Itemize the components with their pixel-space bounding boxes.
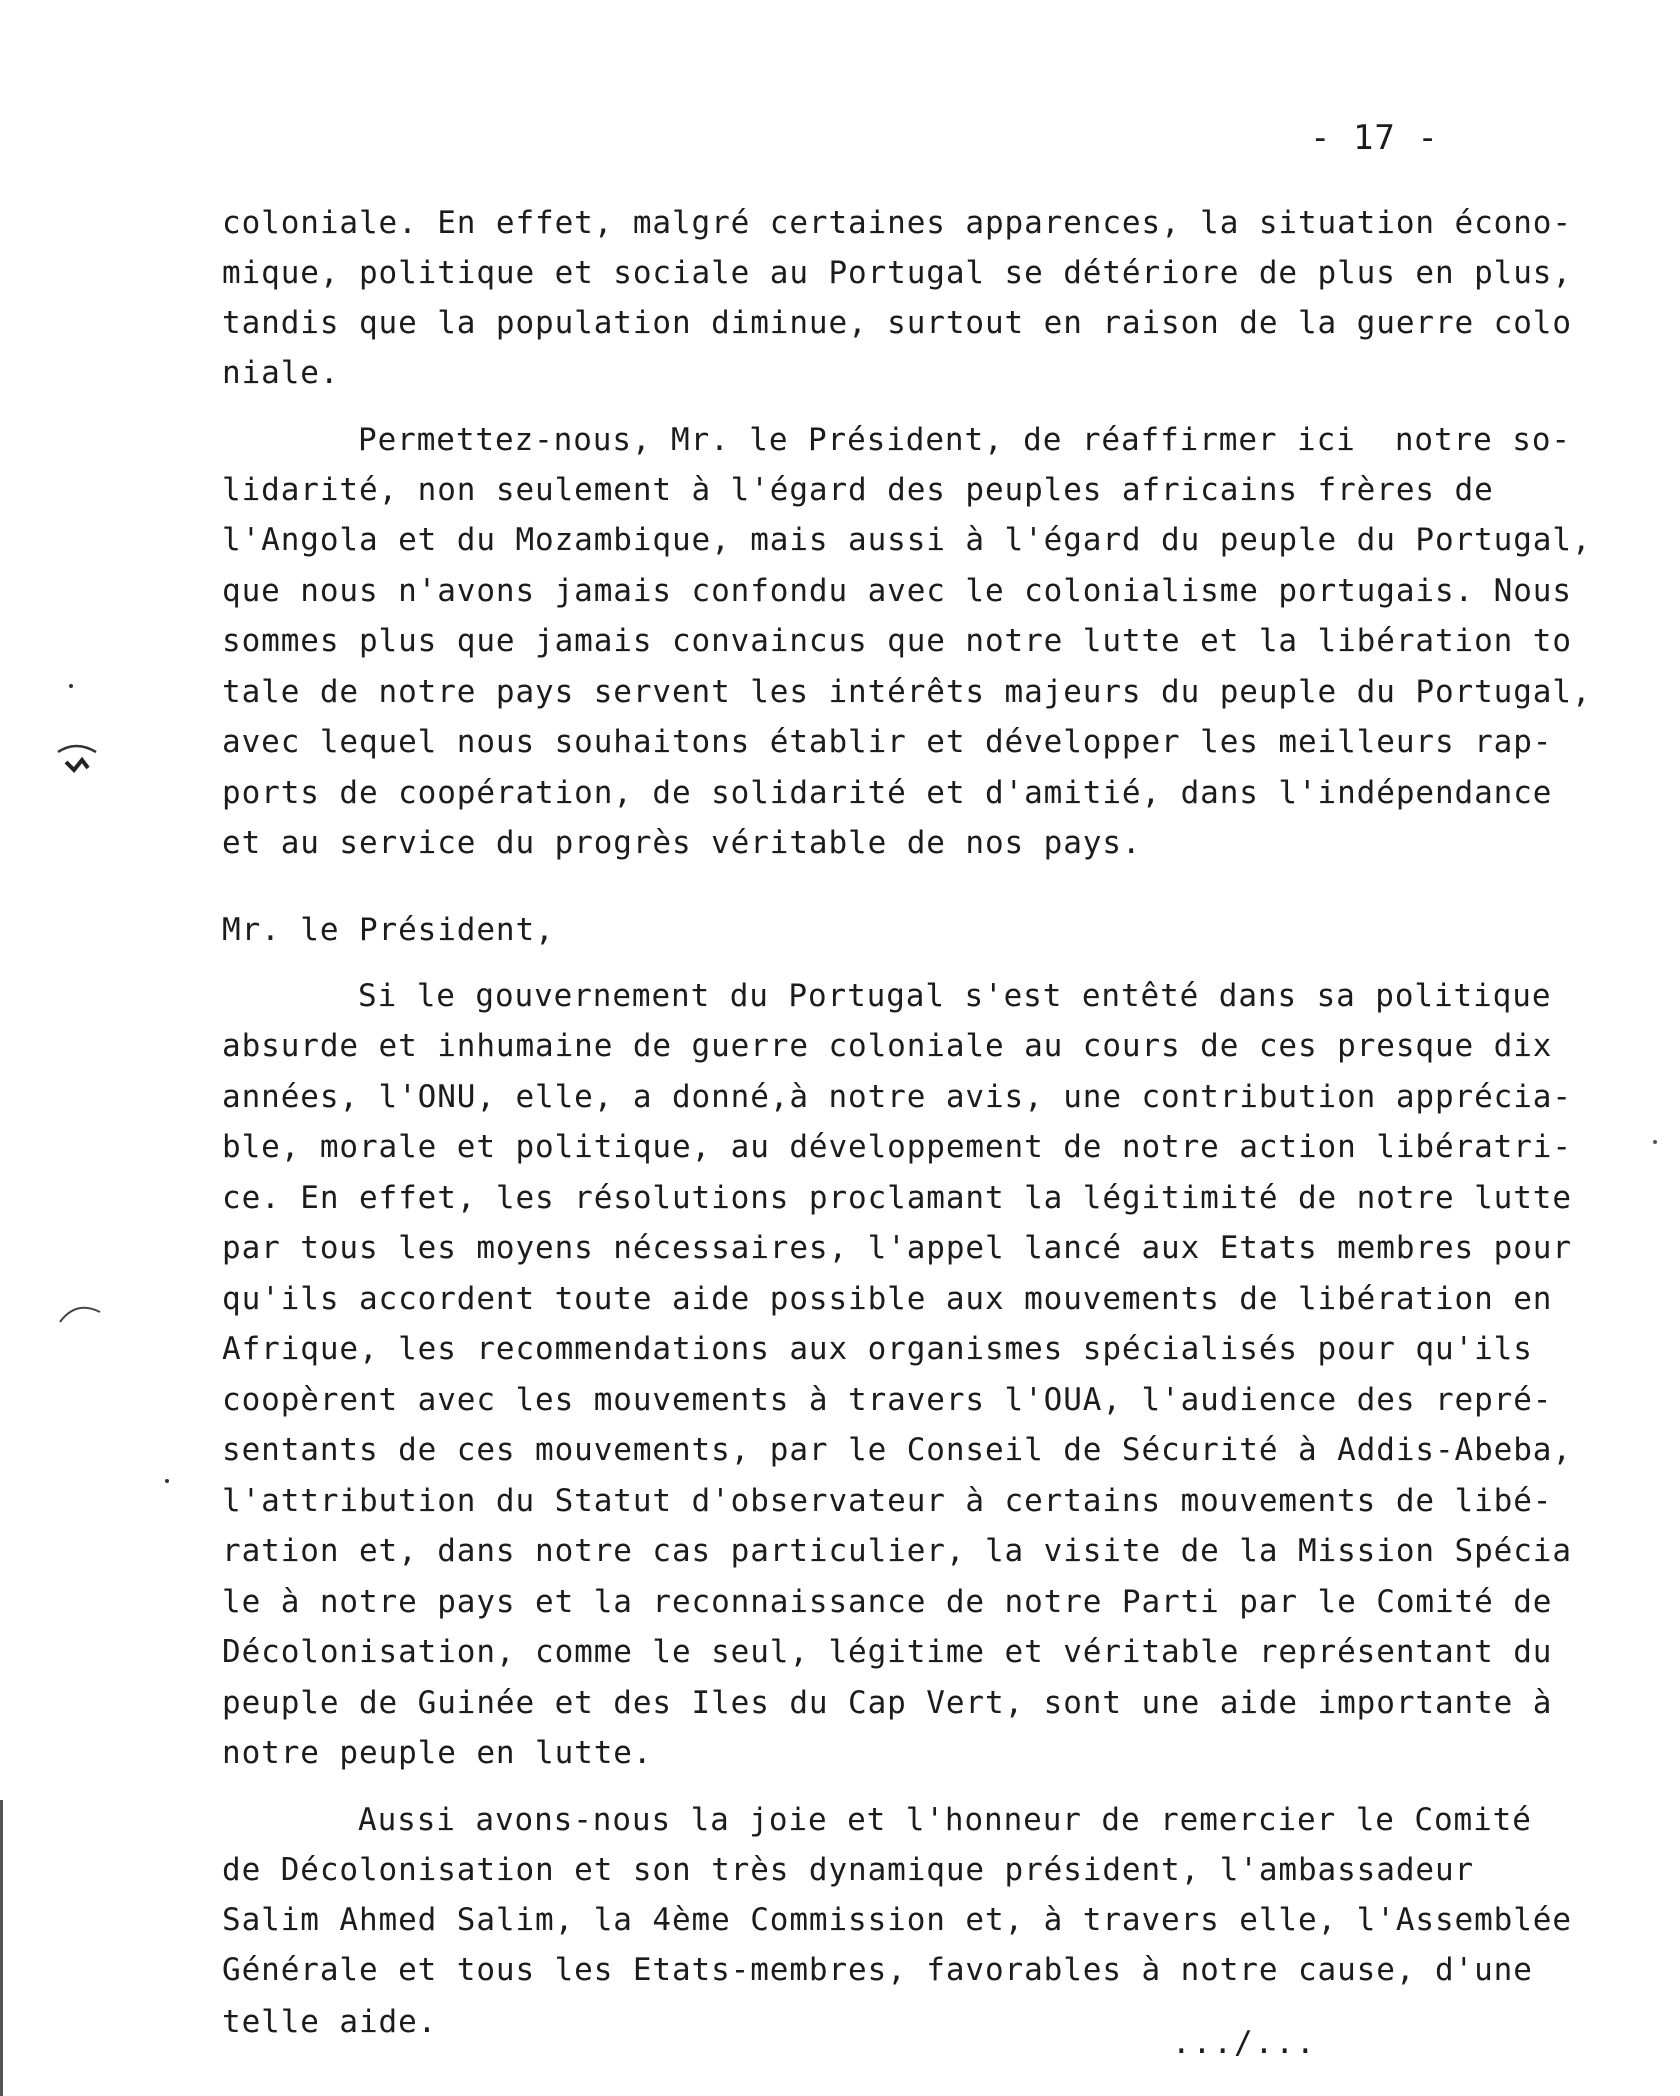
text-line: l'Angola et du Mozambique, mais aussi à l'égard du peuple du Portugal, — [222, 522, 1592, 558]
text-line: Permettez-nous, Mr. le Président, de réaffirmer ici notre so- — [358, 422, 1571, 458]
text-line: Si le gouvernement du Portugal s'est entêté dans sa politique — [358, 978, 1552, 1014]
continuation-mark: .../... — [1172, 2025, 1317, 2061]
text-line: coopèrent avec les mouvements à travers l'OUA, l'audience des repré- — [222, 1382, 1553, 1418]
text-line: de Décolonisation et son très dynamique président, l'ambassadeur — [222, 1852, 1475, 1888]
text-line: sommes plus que jamais convaincus que notre lutte et la libération to — [222, 623, 1572, 659]
text-line: le à notre pays et la reconnaissance de notre Parti par le Comité de — [222, 1584, 1553, 1620]
text-line: lidarité, non seulement à l'égard des peuples africains frères de — [222, 472, 1494, 508]
text-line: Décolonisation, comme le seul, légitime et véritable représentant du — [222, 1634, 1553, 1670]
page-number: - 17 - — [1310, 118, 1439, 158]
scan-stamp-icon — [52, 738, 102, 778]
text-line: l'attribution du Statut d'observateur à certains mouvements de libé- — [222, 1483, 1553, 1519]
scan-dot — [1652, 1138, 1658, 1146]
text-line: ble, morale et politique, au développement de notre action libératri- — [222, 1129, 1572, 1165]
salutation: Mr. le Président, — [222, 912, 555, 948]
text-line: Générale et tous les Etats-membres, favorables à notre cause, d'une — [222, 1952, 1533, 1988]
text-line: tandis que la population diminue, surtout en raison de la guerre colo — [222, 305, 1572, 341]
text-line: que nous n'avons jamais confondu avec le colonialisme portugais. Nous — [222, 573, 1572, 609]
text-line: qu'ils accordent toute aide possible aux mouvements de libération en — [222, 1281, 1553, 1317]
text-line: ce. En effet, les résolutions proclamant la légitimité de notre lutte — [222, 1180, 1572, 1216]
text-line: coloniale. En effet, malgré certaines apparences, la situation écono- — [222, 205, 1572, 241]
text-line: années, l'ONU, elle, a donné,à notre avis, une contribution apprécia- — [222, 1079, 1572, 1115]
text-line: ration et, dans notre cas particulier, la visite de la Mission Spécia — [222, 1533, 1572, 1569]
text-line: peuple de Guinée et des Iles du Cap Vert, sont une aide importante à — [222, 1685, 1553, 1721]
scan-dot — [68, 683, 74, 689]
text-line: par tous les moyens nécessaires, l'appel lancé aux Etats membres pour — [222, 1230, 1572, 1266]
text-line: et au service du progrès véritable de nos pays. — [222, 825, 1142, 861]
text-line: avec lequel nous souhaitons établir et développer les meilleurs rap- — [222, 724, 1553, 760]
text-line: Salim Ahmed Salim, la 4ème Commission et, à travers elle, l'Assemblée — [222, 1902, 1572, 1938]
text-line: Afrique, les recommendations aux organismes spécialisés pour qu'ils — [222, 1331, 1533, 1367]
text-line: telle aide. — [222, 2004, 438, 2040]
scan-dot — [164, 1478, 170, 1484]
scan-edge-line — [0, 1800, 4, 2096]
text-line: tale de notre pays servent les intérêts majeurs du peuple du Portugal, — [222, 674, 1592, 710]
text-line: absurde et inhumaine de guerre coloniale au cours de ces presque dix — [222, 1028, 1553, 1064]
text-line: ports de coopération, de solidarité et d'amitié, dans l'indépendance — [222, 775, 1553, 811]
text-line: sentants de ces mouvements, par le Conseil de Sécurité à Addis-Abeba, — [222, 1432, 1572, 1468]
text-line: Aussi avons-nous la joie et l'honneur de remercier le Comité — [358, 1802, 1532, 1838]
text-line: niale. — [222, 355, 340, 391]
scan-arc-mark — [56, 1298, 106, 1328]
text-line: mique, politique et sociale au Portugal se détériore de plus en plus, — [222, 255, 1572, 291]
text-line: notre peuple en lutte. — [222, 1735, 653, 1771]
